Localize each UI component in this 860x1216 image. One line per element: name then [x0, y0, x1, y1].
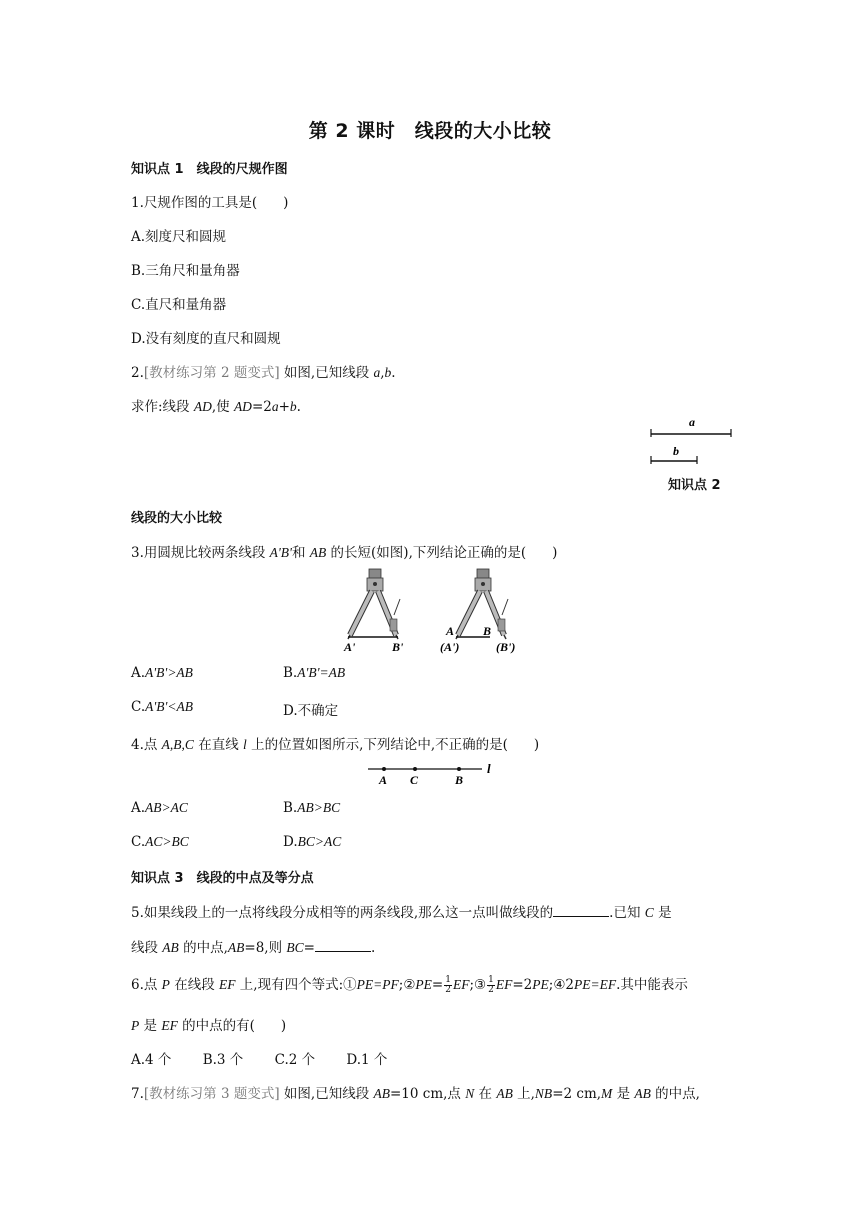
frac-den: 2: [445, 985, 451, 995]
q3-a-value: A'B'>AB: [145, 665, 193, 680]
q6-t8: 是: [139, 1018, 162, 1034]
label-B-prime-paren: (B'): [496, 640, 516, 654]
q6-ef: EF: [219, 977, 236, 992]
q4-a-letter: A.: [131, 800, 146, 816]
question-2-task: [131, 395, 301, 415]
q3-b-value: A'B'=AB: [297, 665, 346, 680]
q4-text: 4.点: [131, 737, 162, 753]
q4-c-value: AC>BC: [145, 834, 189, 849]
q2-ad: AD: [193, 399, 212, 414]
q6-t4: ;②: [398, 977, 416, 993]
q6-p: P: [161, 977, 170, 992]
q1-close-paren: ): [283, 195, 289, 211]
label-point-B: B: [455, 773, 464, 787]
label-A: A: [446, 624, 455, 638]
q6-eq3b: =2: [512, 977, 533, 993]
q6-eq1: PE=PF: [356, 977, 399, 992]
q4-points: A,B,C: [161, 737, 194, 752]
q7-nb: NB: [534, 1086, 553, 1101]
q4-text2: 在直线: [193, 737, 244, 753]
q2-b: b: [289, 399, 297, 414]
point-C: [413, 767, 417, 771]
question-1-stem: [131, 191, 288, 211]
q7-num: 7.: [131, 1086, 144, 1102]
q1-option-d: D.没有刻度的直尺和圆规: [131, 331, 281, 347]
q4-close: ): [533, 737, 540, 753]
q3-c-value: A'B'<AB: [145, 699, 194, 714]
q7-t5: =2 cm,: [552, 1086, 602, 1102]
q4-a-value: AB>AC: [145, 800, 188, 815]
frac2-den: 2: [488, 985, 494, 995]
q1-option-b: B.三角尺和量角器: [131, 263, 240, 279]
q2-end: .: [296, 399, 301, 415]
q5-end: .: [370, 940, 376, 956]
question-6-line1: [131, 973, 688, 995]
q5-text6: =8,则: [244, 940, 287, 956]
label-a: a: [689, 415, 695, 429]
question-5-line1: [131, 901, 672, 921]
q5-c: C: [644, 905, 654, 920]
q2-var-a: a: [373, 365, 381, 380]
q3-text: 3.用圆规比较两条线段: [131, 545, 270, 561]
frac-num: 1: [445, 975, 451, 985]
q6-t9: 的中点的有(: [177, 1018, 255, 1034]
q5-blank-1[interactable]: [553, 904, 609, 917]
q3-b-letter: B.: [283, 665, 298, 681]
q7-m: M: [601, 1086, 613, 1101]
q5-text2: .已知: [609, 905, 645, 921]
segments-a-b-figure: [645, 412, 740, 468]
page-title: 第 2 课时 线段的大小比较: [308, 120, 552, 142]
label-point-C: C: [410, 773, 419, 787]
q6-eq3a: EF: [495, 977, 513, 992]
fraction-one-half-2: [487, 976, 495, 995]
q6-eq3c: PE: [532, 977, 549, 992]
q3-option-c: [131, 699, 193, 715]
q2-dot: .: [391, 365, 396, 381]
q1-option-a: A.刻度尺和圆规: [131, 229, 227, 245]
q5-eq: =: [303, 940, 315, 956]
q2-plus: +: [278, 399, 290, 415]
q6-eq4: PE=EF: [574, 977, 617, 992]
q6-t3: 上,现有四个等式:①: [235, 977, 357, 993]
section-heading-1: 知识点 1 线段的尺规作图: [131, 162, 288, 177]
label-B-prime: B': [392, 640, 404, 654]
q6-t1: 6.点: [131, 977, 162, 993]
question-4-stem: [131, 733, 539, 753]
q2-task-text2: ,使: [211, 399, 234, 415]
q3-close: ): [552, 545, 558, 561]
q2-a: a: [271, 399, 279, 414]
section-heading-2-part1: 知识点 2: [668, 478, 721, 493]
q4-c-letter: C.: [131, 834, 146, 850]
q2-num: 2.: [131, 365, 144, 381]
q3-option-a: [131, 665, 193, 681]
q5-ab: AB: [162, 940, 179, 955]
line-l-figure: [362, 760, 502, 790]
q7-t4: 上,: [512, 1086, 535, 1102]
question-7-stem: [131, 1082, 700, 1102]
q7-t6: 是: [612, 1086, 635, 1102]
q5-bc: BC: [286, 940, 304, 955]
q2-source-tag: [教材练习第 2 题变式]: [143, 365, 280, 381]
q4-d-letter: D.: [283, 834, 298, 850]
section-heading-2-part2: 线段的大小比较: [131, 511, 223, 526]
q7-t1: 如图,已知线段: [279, 1086, 374, 1102]
q7-ab2: AB: [496, 1086, 513, 1101]
q7-ab3: AB: [634, 1086, 651, 1101]
q6-t2: 在线段: [169, 977, 220, 993]
q3-option-b: [283, 665, 345, 681]
q7-t7: 的中点,: [650, 1086, 700, 1102]
q4-d-value: BC>AC: [297, 834, 342, 849]
q4-line: l: [243, 737, 247, 752]
q2-task-text: 求作:线段: [131, 399, 194, 415]
q6-t5: ;③: [469, 977, 487, 993]
q3-seg2: AB: [309, 545, 327, 560]
q5-text3: 是: [653, 905, 672, 921]
q7-ab: AB: [373, 1086, 390, 1101]
q5-text5: 的中点,: [178, 940, 228, 956]
label-B: B: [483, 624, 492, 638]
q4-option-d: [283, 834, 341, 850]
compass-left: [348, 569, 400, 639]
q4-option-a: [131, 800, 188, 816]
q3-option-d: D.不确定: [283, 703, 339, 719]
q1-option-c: C.直尺和量角器: [131, 297, 227, 313]
q6-close: ): [280, 1018, 287, 1034]
q5-ab2: AB: [227, 940, 245, 955]
q5-text1: 5.如果线段上的一点将线段分成相等的两条线段,那么这一点叫做线段的: [131, 905, 554, 921]
q7-n: N: [465, 1086, 475, 1101]
compass-right: [456, 569, 508, 639]
label-A-prime-paren: (A'): [440, 640, 460, 654]
question-5-line2: [131, 936, 375, 956]
point-A: [382, 767, 386, 771]
q6-eq2a: PE: [415, 977, 432, 992]
q3-a-letter: A.: [131, 665, 146, 681]
q2-eq: =2: [251, 399, 272, 415]
label-b: b: [673, 444, 679, 458]
q4-option-b: [283, 800, 340, 816]
q3-text2: 和: [291, 545, 310, 561]
question-2-stem: [131, 361, 396, 381]
label-line-l: l: [487, 761, 491, 776]
label-A-prime: A': [344, 640, 356, 654]
q6-t6: ;④2: [548, 977, 575, 993]
q6-eq2-sign: =: [431, 977, 444, 993]
point-B: [457, 767, 461, 771]
question-3-stem: [131, 541, 557, 561]
question-6-line2: [131, 1014, 286, 1034]
fraction-one-half: [444, 976, 452, 995]
q2-var-b: b: [384, 365, 392, 380]
q6-t7: .其中能表示: [616, 977, 688, 993]
q3-c-letter: C.: [131, 699, 146, 715]
label-point-A: A: [379, 773, 388, 787]
q6-eq2b: EF: [452, 977, 470, 992]
q4-option-c: [131, 834, 189, 850]
q6-options: A.4 个 B.3 个 C.2 个 D.1 个: [131, 1052, 388, 1068]
q4-b-value: AB>BC: [297, 800, 341, 815]
q6-p2: P: [131, 1018, 140, 1033]
q7-t2: =10 cm,点: [389, 1086, 466, 1102]
q7-source-tag: [教材练习第 3 题变式]: [143, 1086, 280, 1102]
q5-blank-2[interactable]: [315, 939, 371, 952]
q5-text4: 线段: [131, 940, 163, 956]
q3-seg1: A'B': [269, 545, 292, 560]
q2-ad-2: AD: [233, 399, 252, 414]
q4-b-letter: B.: [283, 800, 298, 816]
q3-text3: 的长短(如图),下列结论正确的是(: [326, 545, 527, 561]
q2-comma: ,: [380, 365, 385, 381]
q6-ef2: EF: [161, 1018, 178, 1033]
frac2-num: 1: [488, 975, 494, 985]
compass-comparison-figure: [330, 563, 530, 658]
q7-t3: 在: [474, 1086, 497, 1102]
q4-text3: 上的位置如图所示,下列结论中,不正确的是(: [246, 737, 508, 753]
q1-stem-text: 1.尺规作图的工具是(: [131, 195, 258, 211]
q2-text: 如图,已知线段: [279, 365, 374, 381]
section-heading-3: 知识点 3 线段的中点及等分点: [131, 871, 314, 886]
